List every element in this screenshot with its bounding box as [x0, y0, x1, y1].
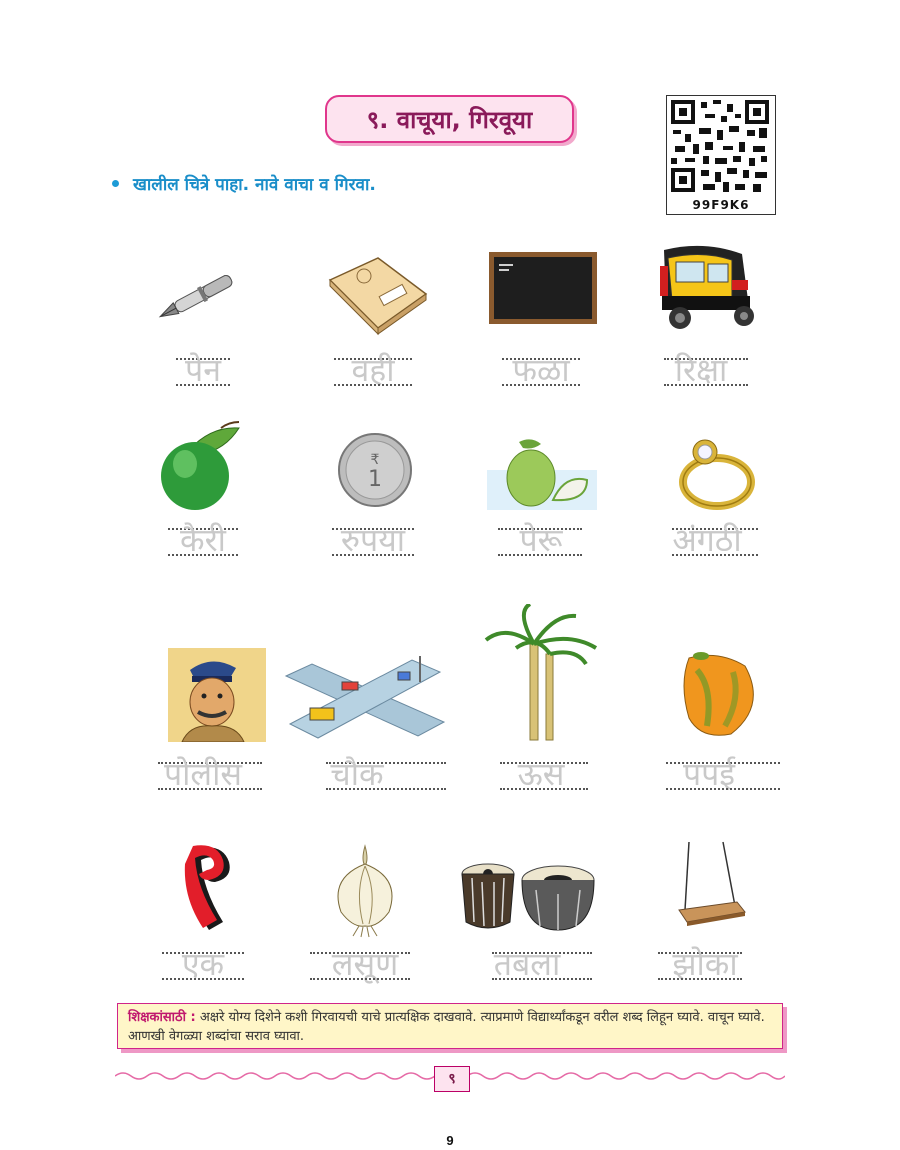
- item-policeman: [128, 648, 278, 793]
- item-mango: [128, 420, 278, 559]
- lesson-title-box: [325, 95, 574, 143]
- instruction: [112, 172, 376, 195]
- mango-icon: [143, 420, 263, 512]
- item-numeral-one: [128, 840, 278, 983]
- qr-code-icon: [671, 100, 769, 192]
- page-box: ९: [434, 1066, 470, 1092]
- word-autorickshaw: रिक्षा: [674, 351, 728, 389]
- numeral-one-icon: [143, 840, 263, 936]
- item-autorickshaw: [626, 240, 776, 389]
- item-pen: [128, 250, 278, 389]
- item-papaya: [634, 648, 784, 793]
- bullet-icon: [112, 180, 119, 187]
- autorickshaw-icon: [636, 240, 766, 334]
- garlic-icon: [305, 842, 425, 938]
- teacher-note: [117, 1003, 783, 1049]
- teacher-note-text: अक्षरे योग्य दिशेने कशी गिरवायची याचे प्रात्यक्षिक दाखवावे. त्याप्रमाणे विद्यार्थ्यांकडून वरील शब्द लिहून घ्यावे. वाचून घ्यावे. आणखी वेगळ्या शब्दांचा सराव घ्यावा.: [128, 1010, 765, 1044]
- word-pen: पेन: [185, 351, 221, 389]
- item-sugarcane: [466, 604, 616, 793]
- item-guava: [466, 430, 616, 559]
- notebook-icon: [308, 250, 438, 340]
- sugarcane-icon: [476, 604, 606, 742]
- item-notebook: [298, 250, 448, 389]
- qr-code-label: 99F9K6: [692, 198, 750, 212]
- item-ring: [632, 430, 782, 559]
- word-papaya: पपई: [682, 755, 736, 793]
- page-number: 9: [446, 1133, 454, 1148]
- word-policeman: पोलीस: [163, 755, 243, 793]
- item-crossroad: [282, 652, 432, 793]
- tabla-icon: [452, 850, 602, 936]
- item-garlic: [290, 842, 440, 983]
- item-swing: [630, 840, 780, 983]
- pen-icon: [143, 250, 263, 340]
- word-guava: पेरू: [519, 521, 563, 559]
- svg-text:₹: ₹: [370, 452, 380, 468]
- policeman-icon: [138, 648, 268, 742]
- guava-icon: [479, 430, 603, 514]
- qr-code: [666, 95, 776, 215]
- word-sugarcane: ऊस: [517, 755, 565, 793]
- item-blackboard: [466, 250, 616, 389]
- teacher-note-label: शिक्षकांसाठी :: [128, 1010, 196, 1025]
- word-notebook: वही: [351, 351, 395, 389]
- word-crossroad: चौक: [330, 755, 384, 793]
- word-garlic: लसूण: [331, 945, 399, 983]
- ring-icon: [647, 430, 767, 514]
- item-tabla: [452, 850, 602, 983]
- svg-text:1: 1: [368, 467, 382, 492]
- word-blackboard: फळा: [512, 351, 570, 389]
- word-mango: कैरी: [180, 521, 226, 559]
- word-tabla: तबला: [493, 945, 561, 983]
- word-swing: झोका: [672, 945, 738, 983]
- rupee-coin-icon: [313, 430, 433, 512]
- swing-icon: [645, 840, 765, 936]
- item-rupee: [298, 430, 448, 559]
- blackboard-icon: [479, 250, 603, 330]
- word-rupee: रुपया: [340, 521, 406, 559]
- word-one: एक: [181, 945, 225, 983]
- word-ring: अंगठी: [672, 521, 742, 559]
- lesson-title: ९. वाचूया, गिरवूया: [366, 105, 533, 134]
- instruction-text: खालील चित्रे पाहा. नावे वाचा व गिरवा.: [133, 175, 376, 195]
- crossroad-icon: [282, 652, 448, 744]
- papaya-icon: [649, 648, 769, 740]
